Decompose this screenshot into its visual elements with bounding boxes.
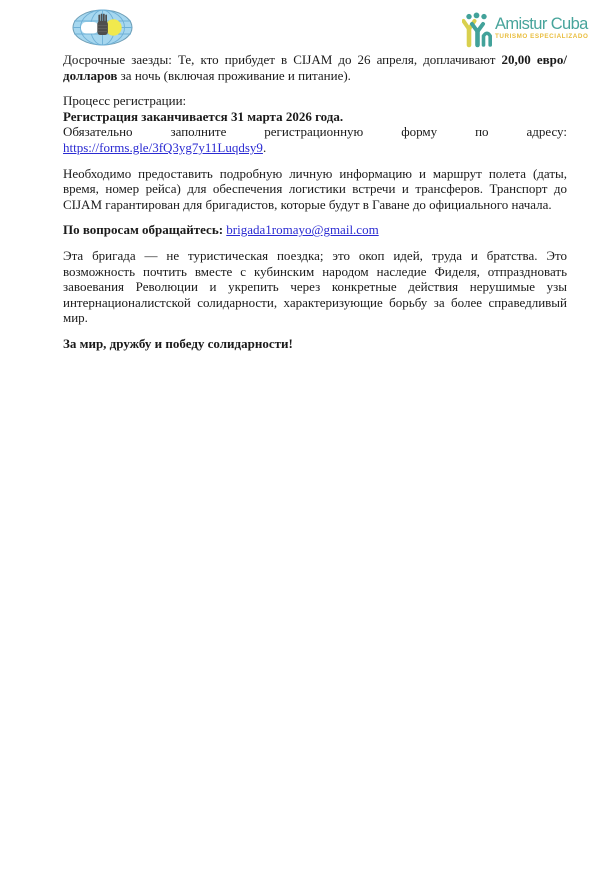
amistur-tagline: TURISMO ESPECIALIZADO bbox=[495, 33, 589, 40]
paragraph-brigade-meaning: Эта бригада — не туристическая поездка; это окоп идей, труда и братства. Это возможность почтить вместе с кубинским народом наследие Фиделя, отпраздновать завоевания Революции и укрепить через конкретные действия нерушимые узы интернационалистской солидарности, характеризующие борьбу за более справедливый мир. bbox=[63, 247, 567, 326]
paragraph-registration bbox=[63, 93, 567, 155]
contact-email-link[interactable]: brigada1romayo@gmail.com bbox=[226, 222, 379, 238]
paragraph-logistics: Необходимо предоставить подробную личную информацию и маршрут полета (даты, время, номер рейса) для обеспечения логистики встречи и трансферов. Транспорт до CIJAM гарантирован для бригадистов, которые будут в Гаване до официального начала. bbox=[63, 165, 567, 212]
p1-bold-price: 20,00 евро/долларов bbox=[63, 52, 567, 83]
closing-slogan: За мир, дружбу и победу солидарности! bbox=[63, 335, 293, 351]
document-content bbox=[63, 52, 567, 362]
registration-heading: Процесс регистрации: bbox=[63, 93, 187, 109]
paragraph-early-arrivals bbox=[63, 52, 567, 83]
registration-instruction: Обязательно заполните регистрационную форму по адресу: bbox=[63, 124, 567, 140]
p1-text-2: за ночь (включая проживание и питание). bbox=[117, 67, 351, 83]
globe-hands-logo-icon bbox=[72, 9, 133, 46]
registration-form-link[interactable]: https://forms.gle/3fQ3yg7y11Luqdsy9 bbox=[63, 139, 263, 155]
registration-deadline: Регистрация заканчивается 31 марта 2026 года. bbox=[63, 108, 344, 124]
p1-text-1: Досрочные заезды: Те, кто прибудет в CIJAM до 26 апреля, доплачивают bbox=[63, 52, 502, 67]
document-header bbox=[0, 0, 615, 52]
amistur-name: Amistur Cuba bbox=[495, 15, 588, 33]
registration-url-line bbox=[63, 140, 567, 156]
amistur-figures-icon bbox=[462, 12, 492, 48]
contact-label: По вопросам обращайтесь: bbox=[63, 222, 227, 238]
paragraph-contact bbox=[63, 222, 567, 238]
url-period: . bbox=[262, 139, 267, 155]
amistur-wordmark bbox=[495, 12, 588, 41]
amistur-cuba-logo bbox=[462, 12, 589, 48]
